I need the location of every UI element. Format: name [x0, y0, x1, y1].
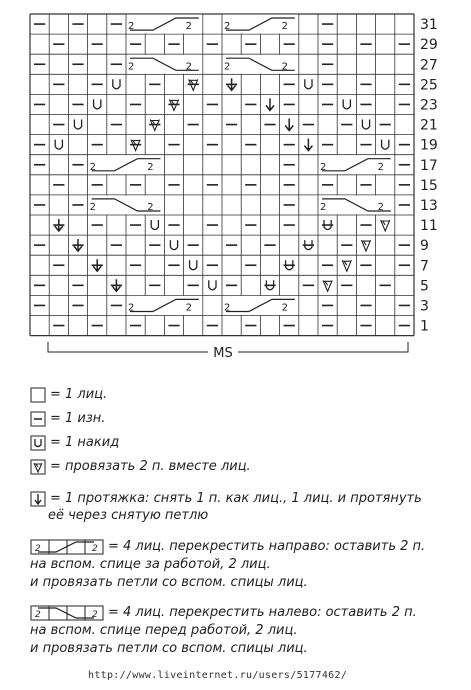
svg-text:2: 2: [35, 609, 41, 620]
legend-yo: [30, 434, 119, 452]
cable-number: 2: [377, 161, 384, 173]
row-number: 23: [420, 97, 438, 114]
cable-number: 2: [185, 61, 192, 73]
legend-cable-left-2: [30, 622, 297, 640]
legend-cable-left: [30, 604, 417, 622]
row-number: 5: [420, 278, 429, 295]
legend-cable-left-text-2: на вспом. спице перед работой, 2 лиц.: [30, 623, 298, 638]
legend-skp: [30, 490, 422, 508]
purl-symbol-icon: [30, 411, 46, 427]
legend-cable-right-text-3: и провязать петли со вспом. спицы лиц.: [30, 575, 308, 590]
cable-number: 2: [224, 21, 231, 33]
cable-number: 2: [89, 161, 96, 173]
cable-number: 2: [147, 161, 154, 173]
cable-number: 2: [281, 302, 288, 314]
cable-number: 2: [147, 202, 154, 213]
cable-number: 2: [224, 302, 231, 314]
legend-k2tog: [30, 458, 251, 476]
yarn-over-mark: [343, 99, 350, 109]
knit-symbol-icon: [30, 387, 46, 403]
row-number: 1: [420, 318, 429, 335]
legend-cable-right-3: [30, 574, 308, 592]
k2tog-mark: [381, 220, 390, 231]
cable-right-symbol-icon: [30, 539, 104, 555]
row-number: 13: [420, 197, 438, 214]
cable-number: 2: [320, 161, 327, 173]
legend-cable-left-3: [30, 640, 308, 658]
skp-arrow-mark: [266, 98, 274, 110]
skp-arrow-mark: [304, 139, 312, 151]
cable-number: 2: [377, 202, 384, 213]
row-number: 25: [420, 77, 438, 94]
svg-text:2: 2: [92, 543, 98, 554]
row-number: 27: [420, 57, 438, 74]
row-number: 15: [420, 177, 438, 194]
cable-number: 2: [89, 202, 96, 213]
cable-number: 2: [128, 21, 135, 33]
yarn-over-mark: [151, 220, 158, 230]
chart-grid: [30, 14, 414, 336]
legend-knit: [30, 386, 107, 404]
legend-cable-right-text-2: на вспом. спице за работой, 2 лиц.: [30, 557, 271, 572]
row-number: 31: [420, 17, 438, 34]
row-number: 11: [420, 218, 438, 235]
legend-knit-text: = 1 лиц.: [50, 387, 108, 402]
row-number: 7: [420, 258, 429, 275]
k2tog-symbol-icon: [30, 459, 46, 475]
row-number: 17: [420, 157, 438, 174]
legend-skp-text-1: = 1 протяжка: снять 1 п. как лиц., 1 лиц. и протянуть: [50, 491, 422, 506]
cable-number: 2: [281, 21, 288, 33]
yarn-over-mark: [74, 120, 81, 130]
row-numbers: [420, 17, 438, 335]
skp-arrow-symbol-icon: [30, 491, 46, 507]
yarn-over-mark: [305, 79, 312, 89]
source-url: http://www.liveinternet.ru/users/5177462/: [88, 670, 348, 681]
yarn-over-mark: [362, 120, 369, 130]
legend-skp-text-2: её через снятую петлю: [48, 508, 209, 523]
legend-skp-2: [48, 507, 208, 525]
yarn-over-symbol-icon: [30, 435, 46, 451]
cable-number: 2: [185, 302, 192, 314]
cable-number: 2: [320, 202, 327, 213]
legend-cable-right-2: [30, 556, 271, 574]
row-number: 29: [420, 37, 438, 54]
legend-purl-text: = 1 изн.: [50, 411, 106, 426]
yarn-over-mark: [170, 240, 177, 250]
row-number: 3: [420, 298, 429, 315]
yarn-over-mark: [190, 260, 197, 270]
cable-left-symbol-icon: [30, 605, 104, 621]
cable-number: 2: [128, 61, 135, 73]
svg-text:2: 2: [92, 609, 98, 620]
row-number: 9: [420, 238, 429, 255]
yarn-over-mark: [94, 99, 101, 109]
cable-number: 2: [185, 21, 192, 33]
yarn-over-mark: [209, 280, 216, 290]
legend-purl: [30, 410, 105, 428]
k2tog-mark: [342, 260, 351, 271]
skp-arrow-mark: [285, 119, 293, 131]
yarn-over-mark: [382, 140, 389, 150]
legend-yo-text: = 1 накид: [50, 435, 120, 450]
svg-text:2: 2: [35, 543, 41, 554]
row-number: 21: [420, 117, 438, 134]
cable-number: 2: [224, 61, 231, 73]
k2tog-mark: [361, 240, 370, 251]
cable-number: 2: [281, 61, 288, 73]
legend-cable-left-text-1: = 4 лиц. перекрестить налево: оставить 2 п.: [108, 605, 417, 620]
legend-cable-right: [30, 538, 425, 556]
yarn-over-mark: [113, 79, 120, 89]
legend-cable-left-text-3: и провязать петли со вспом. спицы лиц.: [30, 641, 308, 656]
ms-label: MS: [213, 346, 233, 361]
yarn-over-mark: [55, 140, 62, 150]
legend-k2tog-text: = провязать 2 п. вместе лиц.: [50, 459, 251, 474]
row-number: 19: [420, 137, 438, 154]
cable-number: 2: [128, 302, 135, 314]
k2tog-mark: [323, 280, 332, 291]
legend-cable-right-text-1: = 4 лиц. перекрестить направо: оставить 2 п.: [108, 539, 426, 554]
